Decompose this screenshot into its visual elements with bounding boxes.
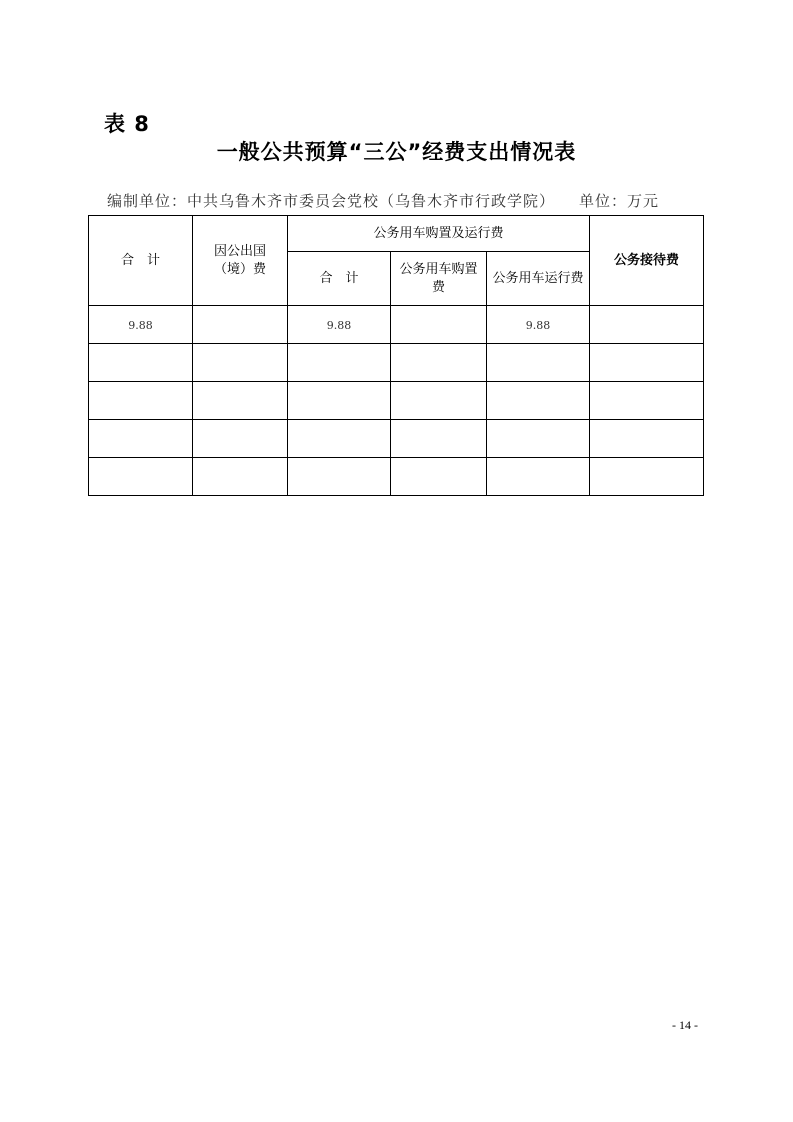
table-cell [590, 306, 704, 344]
table-row [89, 306, 704, 344]
table-cell [288, 420, 391, 458]
header-reception: 公务接待费 [590, 216, 704, 306]
table-cell [89, 458, 193, 496]
table-label: 表 8 [104, 112, 150, 136]
page-number: - 14 - [672, 1018, 698, 1032]
header-overseas [193, 216, 288, 306]
table-cell [89, 420, 193, 458]
table-body [89, 306, 704, 496]
table-cell [487, 420, 590, 458]
table-cell [487, 344, 590, 382]
table-cell [590, 420, 704, 458]
table-cell: 9.88 [89, 306, 193, 344]
table-cell [193, 382, 288, 420]
table-cell [590, 344, 704, 382]
table-cell [391, 458, 487, 496]
table-cell [391, 382, 487, 420]
table-cell [89, 344, 193, 382]
table-cell [288, 458, 391, 496]
table-cell [193, 420, 288, 458]
page-title: 一般公共预算“三公”经费支出情况表 [216, 140, 577, 164]
table-cell [288, 344, 391, 382]
meta-row [107, 190, 667, 212]
table-cell [487, 458, 590, 496]
header-vehicle-purchase-label: 公务用车购置费 [399, 261, 478, 295]
table-cell: 9.88 [288, 306, 391, 344]
table-cell [391, 420, 487, 458]
header-overseas-label: 因公出国（境）费 [213, 243, 266, 277]
table-cell [487, 382, 590, 420]
table-row [89, 458, 704, 496]
table-cell [590, 382, 704, 420]
table-cell [391, 306, 487, 344]
header-vehicle-operation [487, 252, 590, 306]
table-cell [590, 458, 704, 496]
table-row [89, 420, 704, 458]
table-row [89, 344, 704, 382]
table-cell [193, 306, 288, 344]
table-row [89, 382, 704, 420]
header-total: 合 计 [89, 216, 193, 306]
table-cell: 9.88 [487, 306, 590, 344]
expense-table [88, 215, 704, 496]
table-cell [89, 382, 193, 420]
header-vehicle-group: 公务用车购置及运行费 [288, 216, 590, 252]
header-vehicle-operation-label: 公务用车运行费 [492, 270, 584, 286]
header-vehicle-purchase [391, 252, 487, 306]
table-cell [288, 382, 391, 420]
table-cell [193, 458, 288, 496]
table-cell [391, 344, 487, 382]
compiling-unit: 编制单位：中共乌鲁木齐市委员会党校（乌鲁木齐市行政学院） [107, 192, 556, 210]
header-row [89, 216, 704, 252]
header-vehicle-total: 合 计 [288, 252, 391, 306]
currency-unit: 单位：万元 [579, 192, 660, 210]
table-cell [193, 344, 288, 382]
